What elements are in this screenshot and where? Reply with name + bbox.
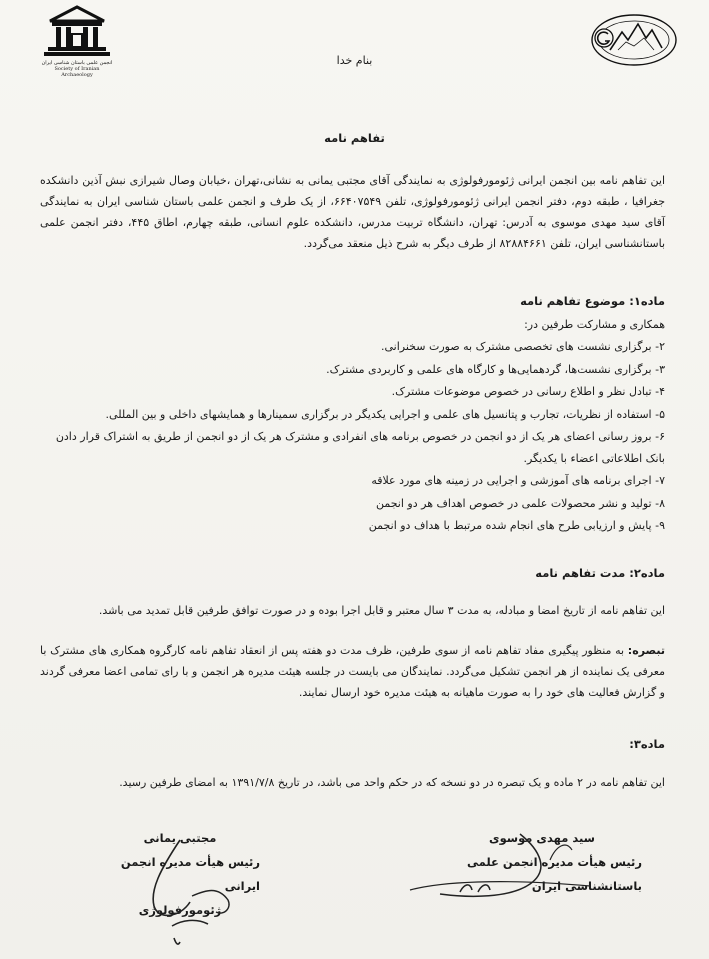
bismillah: بنام خدا bbox=[336, 54, 373, 67]
article-2-note bbox=[40, 640, 665, 703]
article-3-heading: ماده۳: bbox=[629, 737, 665, 751]
list-item: ۲- برگزاری نشست های تخصصی مشترک به صورت سخنرانی. bbox=[380, 340, 665, 353]
document-title: تفاهم نامه bbox=[324, 131, 385, 145]
list-item: ۵- استفاده از نظریات، تجارب و پتانسیل های علمی و اجرایی یکدیگر در برگزاری سمینارها و همایشهای داخلی و بین المللی. bbox=[105, 407, 665, 421]
list-item: ۹- پایش و ارزیابی طرح های انجام شده مرتبط با هداف دو انجمن bbox=[368, 519, 665, 532]
article-1-list bbox=[40, 336, 665, 538]
note-label: تبصره: bbox=[627, 644, 665, 657]
article-1-lead: همکاری و مشارکت طرفین در: bbox=[524, 318, 665, 331]
article-1-heading: ماده۱: موضوع تفاهم نامه bbox=[520, 294, 665, 308]
list-item: ۸- تولید و نشر محصولات علمی در خصوص اهداف هر دو انجمن bbox=[375, 496, 665, 510]
article-2-body: این تفاهم نامه از تاریخ امضا و مبادله، به مدت ۳ سال معتبر و قابل اجرا بوده و در صورت توافق طرفین قابل تمدید می باشد. bbox=[98, 604, 665, 617]
left-signer-name: مجتبی یمانی bbox=[143, 831, 217, 845]
right-handwritten-signature bbox=[400, 820, 600, 910]
right-signer-org: باستانشناسی ایران bbox=[531, 879, 642, 893]
intro-paragraph: این تفاهم نامه بین انجمن ایرانی ژئومورفولوژی به نمایندگی آقای مجتبی یمانی به نشانی،تهران ،خیابان وصال شیرازی نبش آذین دانشکده جغرافیا ، طبقه دوم، دفتر انجمن ایرانی ژئومورفولوژی، تلفن ۶۶۴۰۷۵۴۹، از یک طرف و انجمن علمی باستان شناسی ایران به نمایندگی آقای سید مهدی موسوی به آدرس: تهران، دانشگاه تربیت مدرس، دانشکده علوم انسانی، طبقه چهارم، اطاق ۴۴۵، دفتر انجمن علمی باستانشناسی ایران، تلفن ۸۲۸۸۴۶۶۱ از طرف دیگر به شرح ذیل منعقد می‌گردد. bbox=[40, 174, 665, 250]
list-item: ۳- برگزاری نشست‌ها، گردهمایی‌ها و کارگاه های علمی و کاربردی مشترک. bbox=[326, 362, 665, 376]
logo-caption-fa: انجمن علمی باستان شناسی ایران bbox=[41, 60, 113, 66]
list-item: ۷- اجرای برنامه های آموزشی و اجرایی در زمینه های مورد علاقه bbox=[371, 474, 665, 487]
right-signer-title: رئیس هیأت مدیره انجمن علمی bbox=[467, 855, 642, 869]
list-item: ۶- بروز رسانی اعضای هر یک از دو انجمن در خصوص برنامه های انفرادی و مشترک هر یک از دو انجمن از طریق به اشتراک قرار دادن بانک اطلاعاتی اعضاء با یکدیگر. bbox=[55, 430, 665, 465]
article-2-heading: ماده۲: مدت تفاهم نامه bbox=[535, 566, 665, 580]
left-signer-org: ژئومورفولوژی bbox=[138, 903, 222, 917]
logo-caption-en: Society of Iranian Archaeology bbox=[54, 66, 100, 78]
note-body: به منظور پیگیری مفاد تفاهم نامه از سوی طرفین، ظرف مدت دو هفته پس از انعقاد تفاهم نامه کارگروه همکاری های مشترک با معرفی یک نماینده از هر انجمن تشکیل می‌گردد. نمایندگان می بایست در جلسه هیئت مدیره هر انجمن و با رای تمامی اعضا معرفی گردند و گزارش فعالیت های خود را به صورت ماهیانه به هیئت مدیره خود ارسال نمایند. bbox=[40, 644, 665, 699]
right-signer-name: سید مهدی موسوی bbox=[489, 831, 595, 845]
left-handwritten-signature bbox=[120, 820, 270, 950]
list-item: ۴- تبادل نظر و اطلاع رسانی در خصوص موضوعات مشترک. bbox=[391, 385, 665, 398]
article-3-body: این تفاهم نامه در ۲ ماده و یک تبصره در دو نسخه که در حکم واحد می باشد، در تاریخ ۱۳۹۱/۷/۸ به امضای طرفین رسید. bbox=[119, 776, 665, 789]
left-signer-title: رئیس هیأت مدیره انجمن ایرانی bbox=[120, 855, 260, 893]
